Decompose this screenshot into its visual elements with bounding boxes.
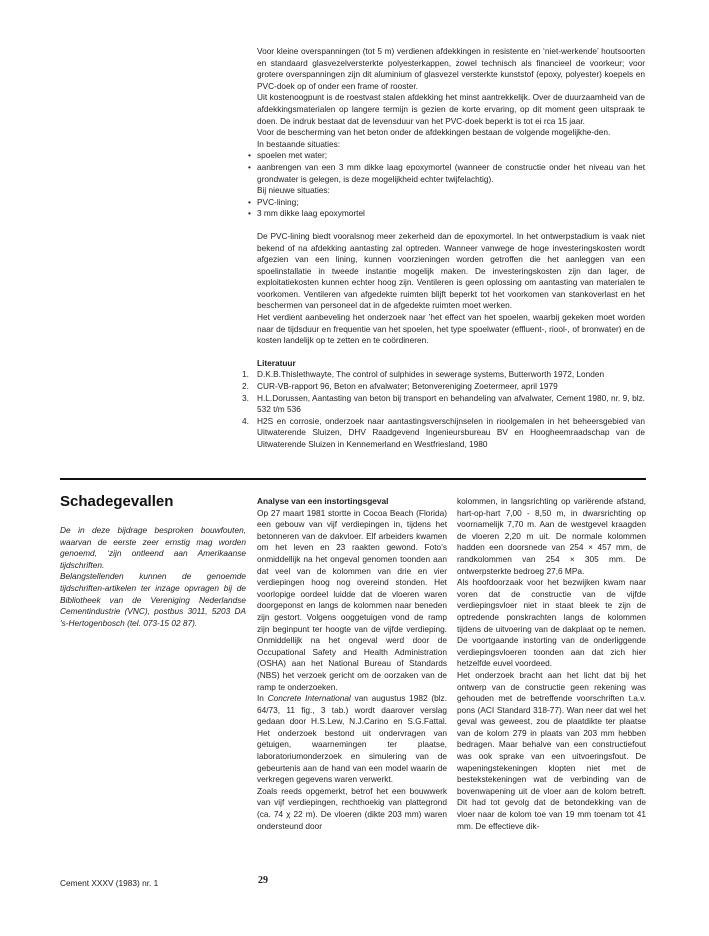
paragraph: Uit kostenoogpunt is de roestvast stalen afdekking het minst aantrekkelijk. Over de duurzaamheid van de afdekkingsmaterialen op langere termijn is gezien de korte ervaring, op dit moment geen uitspraak te doen. De indruk bestaat dat de levensduur van het PVC-doek beperkt is tot ei rca 15 jaar. (257, 92, 645, 126)
references-heading: Literatuur (257, 357, 296, 368)
top-article-continuation (242, 46, 645, 451)
reference-item (242, 381, 645, 393)
bullet-icon: • (248, 161, 251, 172)
bullet-text: 3 mm dikke laag epoxymortel (257, 208, 365, 219)
paragraph: In bestaande situaties: (257, 138, 341, 149)
intro-text: De in deze bijdrage besproken bouwfouten, waarvan de eerste zeer ernstig mag worden genoemd, ‘zijn ontleend aan Amerikaanse tijdschriften. (60, 525, 246, 570)
text-span: In (257, 693, 268, 704)
paragraph: Bij nieuwe situaties: (257, 185, 330, 196)
intro-text: Belangstellenden kunnen de genoemde tijdschriften-artikelen ter inzage opvragen bij de Bibliotheek van de Vereniging Nederlandse Cementindustrie (VNC), postbus 3011, 5203 DA 's-Hertogenbosch (tel. 073-15 02 87). (60, 571, 246, 628)
article-column-1 (257, 496, 447, 832)
paragraph: Voor de bescherming van het beton onder de afdekkingen bestaan de volgende mogelijkhe-den. (257, 127, 611, 138)
reference-text: H2S en corrosie, onderzoek naar aantastingsverschijnselen in rioolgemalen in het beheersgebied van Uitwaterende Sluizen, DHV Raadgevend Ingenieursbureau BV en Hoogheemraadschap van de Uitwaterende Sluizen in Kennemerland en Westfriesland, 1980 (257, 415, 645, 449)
reference-text: H.L.Dorussen, Aantasting van beton bij transport en behandeling van afvalwater, Cement 1980, nr. 9, blz. 532 t/m 536 (257, 392, 645, 415)
reference-item (242, 369, 645, 381)
reference-item (242, 415, 645, 451)
text-span: van augustus 1982 (blz. 64/73, 11 fig., 3 tab.) wordt daarover verslag gedaan door H.S.Lew, N.J.Carino en S.G.Fattal. Het onderzoek bestond uit ondervragen van getuigen, waarnemingen ter plaatse, laboratoriumonderzoek en simulering van de gebeurtenis aan de hand van een model waarin de verkregen gegevens waren verwerkt. (257, 693, 447, 785)
section-intro-column (60, 493, 246, 629)
bullet-text: spoelen met water; (257, 150, 328, 161)
bullet-item (248, 196, 645, 209)
paragraph: Zoals reeds opgemerkt, betrof het een bouwwerk van vijf verdiepingen, rechthoekig van plattegrond (ca. 74 χ 22 m). De vloeren (dikte 203 mm) waren ondersteund door (257, 785, 447, 831)
paragraph: Als hoofdoorzaak voor het bezwijken kwam naar voren dat de constructie van de vijfde verdiepingsvloer niet in staat bleek te zijn de optredende ponskrachten langs de kolommen tijdens de uitvoering van de dakplaat op te nemen. De voortgaande instorting van de onderliggende verdiepingsvloeren toonden aan dat zich hier hetzelfde euvel voordeed. (457, 577, 646, 669)
bullet-icon: • (248, 196, 251, 207)
article-column-2 (457, 496, 646, 832)
paragraph: Het verdient aanbeveling het onderzoek naar ’het effect van het spoelen, waarbij gekeken moet worden naar de tijdsduur en frequentie van het spoelen, het type spoelwater (effluent-, riool-, of bronwater) en de kosten landelijk op te zetten en te coördineren. (257, 312, 645, 346)
reference-text: CUR-VB-rapport 96, Beton en afvalwater; Betonvereniging Zoetermeer, april 1979 (257, 381, 558, 392)
footer-journal: Cement XXXV (1983) nr. 1 (60, 878, 159, 888)
article-subtitle: Analyse van een instortingsgeval (257, 496, 389, 506)
paragraph: Het onderzoek bracht aan het licht dat bij het ontwerp van de constructie geen rekening was gehouden met de betreffende voorschriften t.a.v. pons (ACI Standard 318-77). Wan neer dat wel het geval was geweest, zou de plaatdikte ter plaatse van de kolom 279 in plaats van 203 mm hebben bedragen. Maar behalve van een constructiefout was ook sprake van een uitvoeringsfout. De wapeningstekeningen klopten niet met de bestekstekeningen wat de verbinding van de bovenwapening uit de vloer aan de kolom betreft. Dit had tot gevolg dat de betondekking van de vloer naar de kolom toe van 19 mm toenam tot 41 mm. De effectieve dik- (457, 669, 646, 831)
bullet-icon: • (248, 150, 251, 161)
bullet-text: PVC-lining; (257, 196, 299, 207)
bullet-icon: • (248, 208, 251, 219)
reference-number: 3. (242, 392, 249, 403)
paragraph: Voor kleine overspanningen (tot 5 m) verdienen afdekkingen in resistente en ‘niet-werkende’ houtsoorten en standaard glasvezelversterkte polyesterkappen, zowel technisch als financieel de voorkeur; voor grotere overspanningen zijn dit aluminium of glasvezel versterkte kunststof (epoxy, polyester) koepels en PVC-doek op of onder een frame of rooster. (257, 46, 645, 91)
reference-number: 2. (242, 381, 249, 392)
section-heading: Schadegevallen (60, 493, 174, 510)
paragraph: De PVC-lining biedt vooralsnog meer zekerheid dan de epoxymortel. In het ontwerpstadium is vaak niet bekend of na afdekking aantasting zal optreden. Wanneer vanwege de hoge investeringskosten wordt afgezien van een lining, kunnen voorzieningen worden getroffen die het aanleggen van een spoelinstallatie in tweede instantie mogelijk maken. De investeringskosten zijn dan lager, de exploitatiekosten kunnen echter hoog zijn. Ventileren is geen oplossing om aantasting van materialen te voorkomen. Ventileren van afgedekte ruimten blijft beperkt tot het voorkomen van stankoverlast en het beschermen van personeel dat in de afgedekte ruimten moet werken. (257, 230, 645, 311)
bullet-item (248, 161, 645, 185)
bullet-item (248, 208, 645, 220)
journal-title: Concrete International (267, 693, 351, 704)
reference-number: 4. (242, 415, 249, 426)
paragraph: Op 27 maart 1981 stortte in Cocoa Beach (Florida) een gebouw van vijf verdiepingen in, tijdens het betonneren van de dakvloer. Elf arbeiders kwamen om het leven en 23 raakten gewond. Foto’s onmiddellijk na het ongeval genomen toonden aan dat veel van de kolommen van drie en vier verdiepingen hoog nog overeind stonden. Het voorlopige oordeel luidde dat de vloeren waren doorgeponst en langs de kolommen naar beneden zijn gestort. Volgens ooggetuigen vond de ramp zijn beginpunt ter hoogte van de vijfde verdieping. Onmiddellijk na het ongeval werd door de Occupational Safety and Health Administration (OSHA) aan het National Bureau of Standards (NBS) het verzoek gericht om de oorzaken van de ramp te onderzoeken. (257, 507, 447, 692)
bullet-item (248, 150, 645, 162)
references-list (242, 369, 645, 450)
paragraph: kolommen, in langsrichting op variërende afstand, hart-op-hart 7,00 - 8,50 m, in dwarsrichting op voornamelijk 7,70 m. Aan de westgevel kraagden de vloeren 2,20 m uit. De normale kolommen hadden een doorsnede van 254 × 457 mm, de randkolommen van 254 × 305 mm. De ontwerpsterkte bedroeg 27,6 MPa. (457, 496, 646, 576)
paragraph (257, 693, 447, 786)
page-number: 29 (258, 875, 268, 886)
reference-item (242, 392, 645, 416)
bullet-text: aanbrengen van een 3 mm dikke laag epoxymortel (wanneer de constructie onder het niveau van het grondwater is gelegen, is deze mogelijkheid echter twijfelachtig). (257, 161, 645, 184)
reference-text: D.K.B.Thislethwayte, The control of sulphides in sewerage systems, Butterworth 1972, Londen (257, 369, 605, 380)
section-divider (60, 478, 646, 480)
reference-number: 1. (242, 369, 249, 380)
